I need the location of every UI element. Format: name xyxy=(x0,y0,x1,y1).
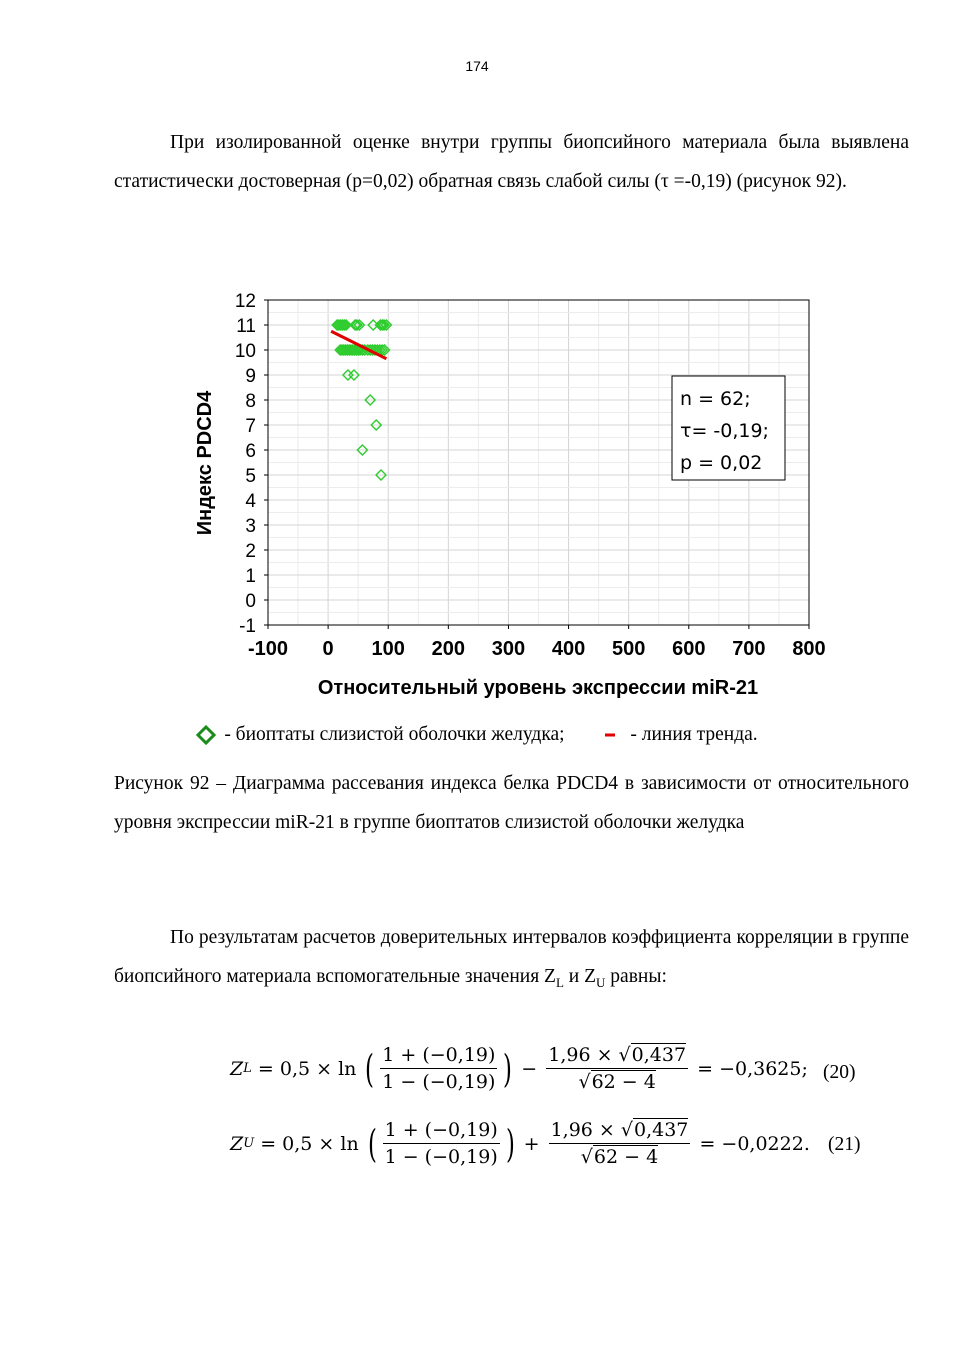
equation-zl xyxy=(230,1043,808,1094)
equation-zu xyxy=(230,1118,810,1169)
eq-log-argument: ( $\frac{1 + (-0,19)}{1 - (-0,19)}$ ) xyxy=(365,1044,513,1093)
figure-caption: Рисунок 92 – Диаграмма рассевания индекса белка PDCD4 в зависимости от относительного уровня экспрессии miR-21 в группе биоптатов слизистой оболочки желудка xyxy=(114,773,909,833)
y-axis-label: Индекс PDCD4 xyxy=(194,390,216,536)
y-tick-label: 1 xyxy=(245,566,256,587)
page-number: 174 xyxy=(465,58,489,74)
x-tick-label: 100 xyxy=(371,638,405,660)
x-tick-label: 200 xyxy=(431,638,466,660)
y-tick-label: 11 xyxy=(236,316,256,337)
eq-f-den-b: 62 − 4 xyxy=(591,1071,656,1093)
eq-f-num-a: 1,96 × √ xyxy=(548,1044,631,1066)
legend-marker-label: - биоптаты слизистой оболочки желудка; xyxy=(224,724,565,745)
y-tick-label: 6 xyxy=(245,441,256,462)
eq-log-den: 1 − (−0,19) xyxy=(382,1071,496,1093)
eq-f-den-a: √ xyxy=(580,1146,593,1168)
eq-operator: − xyxy=(521,1057,538,1080)
legend-trend-label: - линия тренда. xyxy=(630,724,758,745)
y-tick-label: 2 xyxy=(245,541,256,562)
stats-tau: τ= -0,19; xyxy=(680,420,769,442)
eq-operator: + xyxy=(523,1132,540,1155)
eq-log-argument: ( $\frac{1 + (-0,19)}{1 - (-0,19)}$ ) xyxy=(367,1119,515,1168)
eq-var: Z xyxy=(230,1057,244,1080)
y-tick-labels xyxy=(235,291,268,637)
eq-f-num-a: 1,96 × √ xyxy=(550,1119,633,1141)
y-tick-label: 4 xyxy=(245,491,256,512)
eq-var-sub: L xyxy=(243,1061,252,1076)
paragraph-results xyxy=(114,919,909,1002)
eq-f-num-b: 0,437 xyxy=(634,1119,689,1141)
eq-f-den-b: 62 − 4 xyxy=(593,1146,659,1168)
eq-var-sub: U xyxy=(243,1136,255,1151)
subscript-u: U xyxy=(596,974,606,990)
paragraph-results-text: По результатам расчетов доверительных интервалов коэффициента корреляции в группе биопсийного материала вспомогательные значения Z xyxy=(114,927,909,987)
x-tick-label: 700 xyxy=(732,638,766,660)
stats-annotation xyxy=(672,376,785,480)
eq-f-num-b: 0,437 xyxy=(631,1044,687,1066)
y-tick-label: 8 xyxy=(245,391,256,412)
scatter-chart xyxy=(180,285,840,705)
chart-legend xyxy=(0,724,954,751)
paragraph-intro xyxy=(114,124,909,201)
legend-item-biopsy xyxy=(196,724,564,746)
diamond-marker-icon xyxy=(196,725,216,745)
x-tick-label: 300 xyxy=(491,638,526,660)
eq-result: = −0,3625; xyxy=(697,1057,808,1080)
x-tick-label: 500 xyxy=(611,638,646,660)
legend-item-trend xyxy=(602,724,757,746)
x-tick-label: 400 xyxy=(551,638,586,660)
eq-log-den: 1 − (−0,19) xyxy=(384,1146,498,1168)
x-tick-label: 600 xyxy=(672,638,706,660)
y-tick-label: 0 xyxy=(245,591,256,612)
y-tick-label: 9 xyxy=(245,366,256,387)
equation-number-21: (21) xyxy=(828,1134,861,1155)
eq-f-den-a: √ xyxy=(578,1071,591,1093)
x-tick-label: 800 xyxy=(792,638,826,660)
y-tick-label: 5 xyxy=(245,466,256,487)
stats-p: p = 0,02 xyxy=(680,452,763,474)
eq-log-num: 1 + (−0,19) xyxy=(380,1043,497,1069)
subscript-l: L xyxy=(555,974,564,990)
y-tick-label: 7 xyxy=(245,416,256,437)
x-tick-label: -100 xyxy=(247,638,289,660)
eq-fraction xyxy=(546,1043,688,1094)
paragraph-results-end: равны: xyxy=(605,965,667,987)
y-tick-label: 10 xyxy=(234,341,256,362)
equation-number-20: (20) xyxy=(823,1062,856,1083)
eq-prefix: = 0,5 × ln xyxy=(257,1057,357,1080)
paragraph-results-and: и Z xyxy=(563,965,597,987)
x-axis-label: Относительный уровень экспрессии miR-21 xyxy=(317,677,759,699)
y-tick-label: 3 xyxy=(245,516,256,537)
x-tick-labels xyxy=(248,625,826,660)
x-tick-label: 0 xyxy=(322,638,334,660)
eq-fraction xyxy=(549,1118,691,1169)
y-tick-label: -1 xyxy=(239,616,256,637)
eq-log-num: 1 + (−0,19) xyxy=(383,1118,500,1144)
eq-var: Z xyxy=(230,1132,244,1155)
paragraph-intro-text: При изолированной оценке внутри группы биопсийного материала была выявлена статистически достоверная (p=0,02) обратная связь слабой силы (τ =-0,19) (рисунок 92). xyxy=(114,132,909,192)
eq-prefix: = 0,5 × ln xyxy=(260,1132,359,1155)
trend-dash-icon xyxy=(602,725,622,745)
eq-result: = −0,0222. xyxy=(699,1132,810,1155)
y-tick-label: 12 xyxy=(234,291,256,312)
stats-n: n = 62; xyxy=(680,388,751,410)
